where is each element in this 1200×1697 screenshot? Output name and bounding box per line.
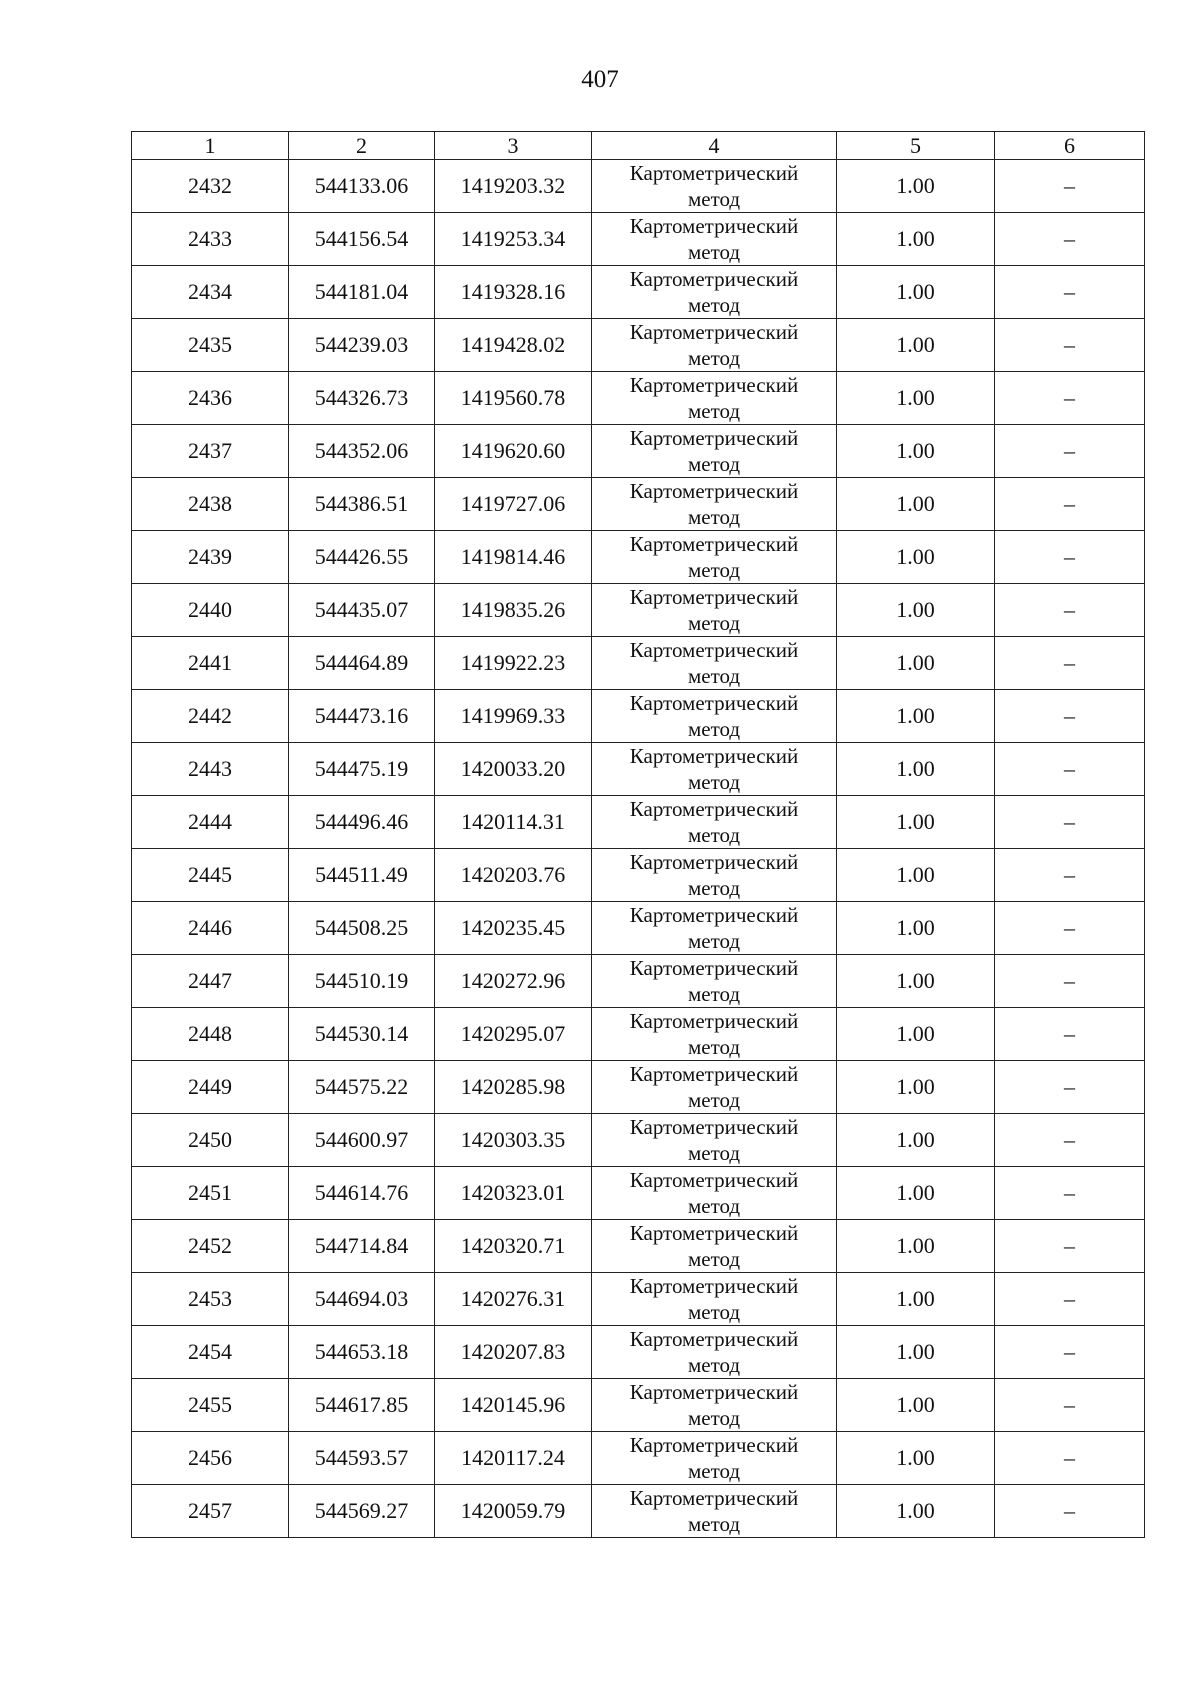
method-line-1: Картометрический	[629, 161, 799, 185]
method-cell	[592, 1220, 837, 1273]
accuracy-cell: 1.00	[837, 319, 995, 372]
x-coordinate-cell: 544352.06	[289, 425, 435, 478]
method-cell	[592, 425, 837, 478]
y-coordinate-cell: 1420114.31	[435, 796, 592, 849]
point-number-cell: 2456	[132, 1432, 289, 1485]
point-number-cell: 2452	[132, 1220, 289, 1273]
accuracy-cell: 1.00	[837, 425, 995, 478]
method-line-2: метод	[687, 876, 741, 900]
note-cell: –	[995, 1432, 1145, 1485]
method-line-2: метод	[687, 1353, 741, 1377]
coordinates-table	[131, 131, 1145, 1538]
y-coordinate-cell: 1419620.60	[435, 425, 592, 478]
table-row	[132, 1379, 1145, 1432]
note-cell: –	[995, 1220, 1145, 1273]
x-coordinate-cell: 544617.85	[289, 1379, 435, 1432]
point-number-cell: 2453	[132, 1273, 289, 1326]
accuracy-cell: 1.00	[837, 690, 995, 743]
note-cell: –	[995, 1008, 1145, 1061]
table-row	[132, 1326, 1145, 1379]
note-cell: –	[995, 743, 1145, 796]
method-cell	[592, 796, 837, 849]
x-coordinate-cell: 544156.54	[289, 213, 435, 266]
method-cell	[592, 902, 837, 955]
table-row	[132, 1008, 1145, 1061]
accuracy-cell: 1.00	[837, 160, 995, 213]
note-cell: –	[995, 1326, 1145, 1379]
x-coordinate-cell: 544426.55	[289, 531, 435, 584]
table-row	[132, 955, 1145, 1008]
note-cell: –	[995, 637, 1145, 690]
y-coordinate-cell: 1419814.46	[435, 531, 592, 584]
point-number-cell: 2451	[132, 1167, 289, 1220]
note-cell: –	[995, 160, 1145, 213]
point-number-cell: 2433	[132, 213, 289, 266]
y-coordinate-cell: 1420207.83	[435, 1326, 592, 1379]
method-cell	[592, 1114, 837, 1167]
x-coordinate-cell: 544600.97	[289, 1114, 435, 1167]
method-cell	[592, 637, 837, 690]
method-cell	[592, 1485, 837, 1538]
method-line-1: Картометрический	[629, 479, 799, 503]
note-cell: –	[995, 849, 1145, 902]
accuracy-cell: 1.00	[837, 902, 995, 955]
point-number-cell: 2442	[132, 690, 289, 743]
y-coordinate-cell: 1419727.06	[435, 478, 592, 531]
note-cell: –	[995, 319, 1145, 372]
x-coordinate-cell: 544510.19	[289, 955, 435, 1008]
method-cell	[592, 1432, 837, 1485]
table-row	[132, 849, 1145, 902]
accuracy-cell: 1.00	[837, 584, 995, 637]
table-row	[132, 796, 1145, 849]
table-row	[132, 690, 1145, 743]
table-row	[132, 266, 1145, 319]
point-number-cell: 2445	[132, 849, 289, 902]
y-coordinate-cell: 1420117.24	[435, 1432, 592, 1485]
table-row	[132, 1167, 1145, 1220]
table-row	[132, 1061, 1145, 1114]
y-coordinate-cell: 1420320.71	[435, 1220, 592, 1273]
method-line-1: Картометрический	[629, 903, 799, 927]
y-coordinate-cell: 1420323.01	[435, 1167, 592, 1220]
method-line-2: метод	[687, 1088, 741, 1112]
table-row	[132, 584, 1145, 637]
accuracy-cell: 1.00	[837, 1008, 995, 1061]
point-number-cell: 2450	[132, 1114, 289, 1167]
method-line-2: метод	[687, 1406, 741, 1430]
method-line-1: Картометрический	[629, 1327, 799, 1351]
y-coordinate-cell: 1420059.79	[435, 1485, 592, 1538]
method-line-2: метод	[687, 293, 741, 317]
method-line-2: метод	[687, 770, 741, 794]
note-cell: –	[995, 690, 1145, 743]
accuracy-cell: 1.00	[837, 955, 995, 1008]
note-cell: –	[995, 266, 1145, 319]
y-coordinate-cell: 1420276.31	[435, 1273, 592, 1326]
note-cell: –	[995, 372, 1145, 425]
note-cell: –	[995, 902, 1145, 955]
accuracy-cell: 1.00	[837, 372, 995, 425]
method-cell	[592, 849, 837, 902]
method-line-1: Картометрический	[629, 267, 799, 291]
method-line-2: метод	[687, 664, 741, 688]
x-coordinate-cell: 544496.46	[289, 796, 435, 849]
accuracy-cell: 1.00	[837, 849, 995, 902]
x-coordinate-cell: 544435.07	[289, 584, 435, 637]
y-coordinate-cell: 1419969.33	[435, 690, 592, 743]
y-coordinate-cell: 1419203.32	[435, 160, 592, 213]
method-cell	[592, 1326, 837, 1379]
x-coordinate-cell: 544511.49	[289, 849, 435, 902]
accuracy-cell: 1.00	[837, 1485, 995, 1538]
point-number-cell: 2455	[132, 1379, 289, 1432]
accuracy-cell: 1.00	[837, 1326, 995, 1379]
y-coordinate-cell: 1419428.02	[435, 319, 592, 372]
note-cell: –	[995, 478, 1145, 531]
x-coordinate-cell: 544133.06	[289, 160, 435, 213]
note-cell: –	[995, 531, 1145, 584]
table-row	[132, 1220, 1145, 1273]
table-row	[132, 319, 1145, 372]
y-coordinate-cell: 1420235.45	[435, 902, 592, 955]
method-line-1: Картометрический	[629, 956, 799, 980]
method-line-2: метод	[687, 929, 741, 953]
x-coordinate-cell: 544473.16	[289, 690, 435, 743]
table-row	[132, 372, 1145, 425]
column-header-5: 5	[837, 132, 995, 160]
table-row	[132, 1114, 1145, 1167]
point-number-cell: 2447	[132, 955, 289, 1008]
x-coordinate-cell: 544181.04	[289, 266, 435, 319]
column-header-4: 4	[592, 132, 837, 160]
table-row	[132, 478, 1145, 531]
x-coordinate-cell: 544326.73	[289, 372, 435, 425]
method-line-2: метод	[687, 240, 741, 264]
y-coordinate-cell: 1419835.26	[435, 584, 592, 637]
method-cell	[592, 266, 837, 319]
method-line-1: Картометрический	[629, 1009, 799, 1033]
note-cell: –	[995, 1379, 1145, 1432]
method-cell	[592, 1379, 837, 1432]
method-line-1: Картометрический	[629, 638, 799, 662]
point-number-cell: 2434	[132, 266, 289, 319]
accuracy-cell: 1.00	[837, 1379, 995, 1432]
method-line-1: Картометрический	[629, 373, 799, 397]
y-coordinate-cell: 1420033.20	[435, 743, 592, 796]
accuracy-cell: 1.00	[837, 213, 995, 266]
table-body	[132, 160, 1145, 1538]
accuracy-cell: 1.00	[837, 1167, 995, 1220]
method-line-1: Картометрический	[629, 797, 799, 821]
point-number-cell: 2438	[132, 478, 289, 531]
note-cell: –	[995, 1061, 1145, 1114]
table-row	[132, 743, 1145, 796]
x-coordinate-cell: 544508.25	[289, 902, 435, 955]
table-row	[132, 637, 1145, 690]
method-line-1: Картометрический	[629, 426, 799, 450]
point-number-cell: 2443	[132, 743, 289, 796]
page-number: 407	[581, 66, 619, 93]
x-coordinate-cell: 544530.14	[289, 1008, 435, 1061]
method-cell	[592, 690, 837, 743]
accuracy-cell: 1.00	[837, 743, 995, 796]
accuracy-cell: 1.00	[837, 531, 995, 584]
y-coordinate-cell: 1420145.96	[435, 1379, 592, 1432]
note-cell: –	[995, 584, 1145, 637]
x-coordinate-cell: 544714.84	[289, 1220, 435, 1273]
method-line-2: метод	[687, 823, 741, 847]
note-cell: –	[995, 1273, 1145, 1326]
table-row	[132, 902, 1145, 955]
method-line-2: метод	[687, 452, 741, 476]
method-line-1: Картометрический	[629, 1062, 799, 1086]
method-line-1: Картометрический	[629, 1115, 799, 1139]
x-coordinate-cell: 544593.57	[289, 1432, 435, 1485]
header-row	[132, 132, 1145, 160]
accuracy-cell: 1.00	[837, 637, 995, 690]
note-cell: –	[995, 1485, 1145, 1538]
accuracy-cell: 1.00	[837, 796, 995, 849]
accuracy-cell: 1.00	[837, 478, 995, 531]
accuracy-cell: 1.00	[837, 266, 995, 319]
table-row	[132, 213, 1145, 266]
point-number-cell: 2449	[132, 1061, 289, 1114]
method-line-1: Картометрический	[629, 585, 799, 609]
method-line-1: Картометрический	[629, 744, 799, 768]
accuracy-cell: 1.00	[837, 1273, 995, 1326]
y-coordinate-cell: 1419253.34	[435, 213, 592, 266]
method-cell	[592, 1273, 837, 1326]
table-header	[132, 132, 1145, 160]
point-number-cell: 2440	[132, 584, 289, 637]
y-coordinate-cell: 1419560.78	[435, 372, 592, 425]
point-number-cell: 2457	[132, 1485, 289, 1538]
method-line-2: метод	[687, 1035, 741, 1059]
x-coordinate-cell: 544239.03	[289, 319, 435, 372]
x-coordinate-cell: 544475.19	[289, 743, 435, 796]
method-cell	[592, 1008, 837, 1061]
x-coordinate-cell: 544653.18	[289, 1326, 435, 1379]
method-cell	[592, 1167, 837, 1220]
method-line-1: Картометрический	[629, 1486, 799, 1510]
table-row	[132, 1485, 1145, 1538]
method-cell	[592, 160, 837, 213]
note-cell: –	[995, 425, 1145, 478]
y-coordinate-cell: 1419328.16	[435, 266, 592, 319]
method-cell	[592, 372, 837, 425]
note-cell: –	[995, 1114, 1145, 1167]
method-line-2: метод	[687, 558, 741, 582]
method-line-1: Картометрический	[629, 850, 799, 874]
method-line-2: метод	[687, 1247, 741, 1271]
table-row	[132, 531, 1145, 584]
point-number-cell: 2444	[132, 796, 289, 849]
point-number-cell: 2436	[132, 372, 289, 425]
accuracy-cell: 1.00	[837, 1220, 995, 1273]
method-cell	[592, 584, 837, 637]
point-number-cell: 2439	[132, 531, 289, 584]
note-cell: –	[995, 213, 1145, 266]
method-line-2: метод	[687, 346, 741, 370]
point-number-cell: 2448	[132, 1008, 289, 1061]
x-coordinate-cell: 544464.89	[289, 637, 435, 690]
x-coordinate-cell: 544386.51	[289, 478, 435, 531]
method-cell	[592, 213, 837, 266]
column-header-1: 1	[132, 132, 289, 160]
method-line-2: метод	[687, 1512, 741, 1536]
point-number-cell: 2437	[132, 425, 289, 478]
method-line-1: Картометрический	[629, 320, 799, 344]
accuracy-cell: 1.00	[837, 1114, 995, 1167]
table-row	[132, 160, 1145, 213]
point-number-cell: 2432	[132, 160, 289, 213]
method-line-1: Картометрический	[629, 1168, 799, 1192]
method-line-2: метод	[687, 399, 741, 423]
x-coordinate-cell: 544614.76	[289, 1167, 435, 1220]
y-coordinate-cell: 1420203.76	[435, 849, 592, 902]
method-line-2: метод	[687, 717, 741, 741]
table-row	[132, 1273, 1145, 1326]
table-row	[132, 1432, 1145, 1485]
method-line-2: метод	[687, 611, 741, 635]
method-cell	[592, 743, 837, 796]
method-cell	[592, 1061, 837, 1114]
method-line-2: метод	[687, 505, 741, 529]
method-line-2: метод	[687, 187, 741, 211]
note-cell: –	[995, 955, 1145, 1008]
method-line-2: метод	[687, 1141, 741, 1165]
method-cell	[592, 478, 837, 531]
method-line-2: метод	[687, 1194, 741, 1218]
column-header-2: 2	[289, 132, 435, 160]
column-header-6: 6	[995, 132, 1145, 160]
point-number-cell: 2441	[132, 637, 289, 690]
column-header-3: 3	[435, 132, 592, 160]
point-number-cell: 2454	[132, 1326, 289, 1379]
y-coordinate-cell: 1420272.96	[435, 955, 592, 1008]
note-cell: –	[995, 796, 1145, 849]
x-coordinate-cell: 544569.27	[289, 1485, 435, 1538]
note-cell: –	[995, 1167, 1145, 1220]
y-coordinate-cell: 1420285.98	[435, 1061, 592, 1114]
method-line-1: Картометрический	[629, 214, 799, 238]
x-coordinate-cell: 544575.22	[289, 1061, 435, 1114]
y-coordinate-cell: 1419922.23	[435, 637, 592, 690]
y-coordinate-cell: 1420295.07	[435, 1008, 592, 1061]
x-coordinate-cell: 544694.03	[289, 1273, 435, 1326]
method-line-1: Картометрический	[629, 691, 799, 715]
table-row	[132, 425, 1145, 478]
method-cell	[592, 955, 837, 1008]
method-line-2: метод	[687, 1459, 741, 1483]
method-line-1: Картометрический	[629, 532, 799, 556]
method-cell	[592, 531, 837, 584]
method-line-1: Картометрический	[629, 1221, 799, 1245]
method-line-2: метод	[687, 982, 741, 1006]
accuracy-cell: 1.00	[837, 1061, 995, 1114]
point-number-cell: 2435	[132, 319, 289, 372]
method-cell	[592, 319, 837, 372]
accuracy-cell: 1.00	[837, 1432, 995, 1485]
point-number-cell: 2446	[132, 902, 289, 955]
method-line-1: Картометрический	[629, 1274, 799, 1298]
method-line-1: Картометрический	[629, 1433, 799, 1457]
method-line-2: метод	[687, 1300, 741, 1324]
method-line-1: Картометрический	[629, 1380, 799, 1404]
y-coordinate-cell: 1420303.35	[435, 1114, 592, 1167]
